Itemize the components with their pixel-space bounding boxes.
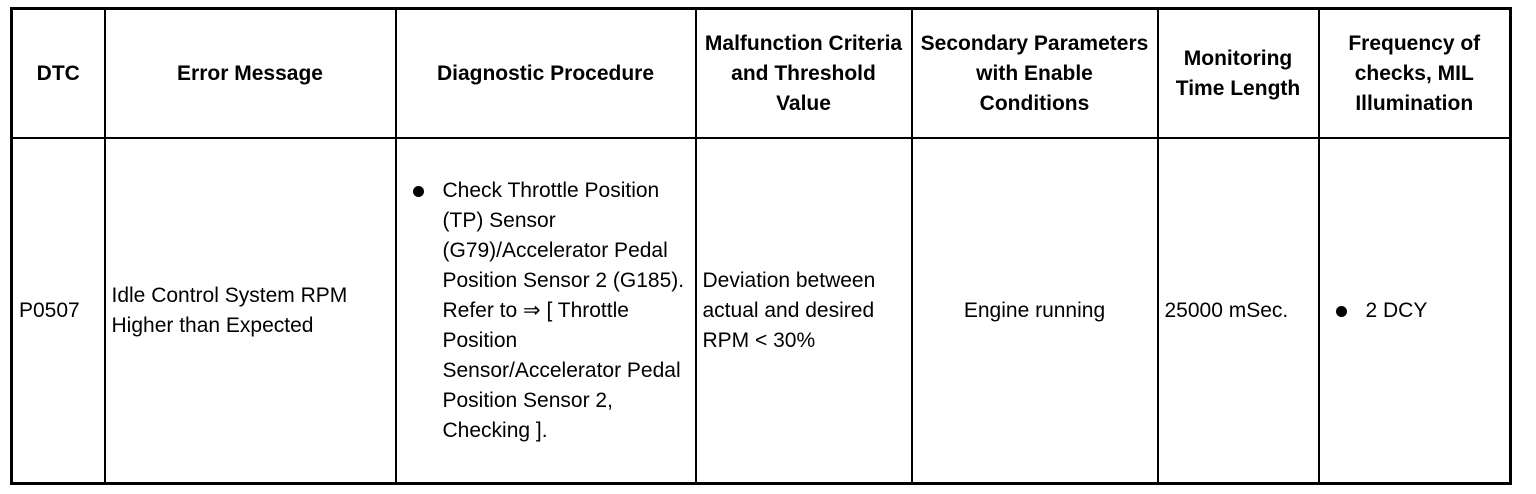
cell-error-message: Idle Control System RPM Higher than Expected (105, 138, 396, 484)
cell-malfunction-criteria: Deviation between actual and desired RPM < 30% (696, 138, 912, 484)
cell-dtc: P0507 (12, 138, 105, 484)
procedure-text: Check Throttle Position (TP) Sensor (G79)/Accelerator Pedal Position Sensor 2 (G185). Refer to ⇒ [ Throttle Position Sensor/Accelerator Pedal Position Sensor 2, Checking ]. (442, 178, 685, 442)
header-error-message: Error Message (105, 9, 396, 139)
header-monitoring-time: Monitoring Time Length (1158, 9, 1319, 139)
bullet-icon (413, 186, 424, 197)
cell-diagnostic-procedure (396, 138, 696, 484)
header-row (12, 9, 1511, 139)
header-secondary-parameters: Secondary Parameters with Enable Conditions (912, 9, 1158, 139)
header-frequency: Frequency of checks, MIL Illumination (1319, 9, 1511, 139)
dtc-table (10, 7, 1512, 485)
header-malfunction-criteria: Malfunction Criteria and Threshold Value (696, 9, 912, 139)
cell-frequency (1319, 138, 1511, 484)
header-diagnostic-procedure: Diagnostic Procedure (396, 9, 696, 139)
header-dtc: DTC (12, 9, 105, 139)
frequency-item (1326, 296, 1504, 326)
frequency-list (1326, 296, 1504, 326)
procedure-list (403, 176, 689, 446)
frequency-text: 2 DCY (1365, 298, 1428, 322)
procedure-item (403, 176, 689, 446)
table-row (12, 138, 1511, 484)
cell-monitoring-time: 25000 mSec. (1158, 138, 1319, 484)
bullet-icon (1336, 306, 1347, 317)
cell-secondary-parameters: Engine running (912, 138, 1158, 484)
